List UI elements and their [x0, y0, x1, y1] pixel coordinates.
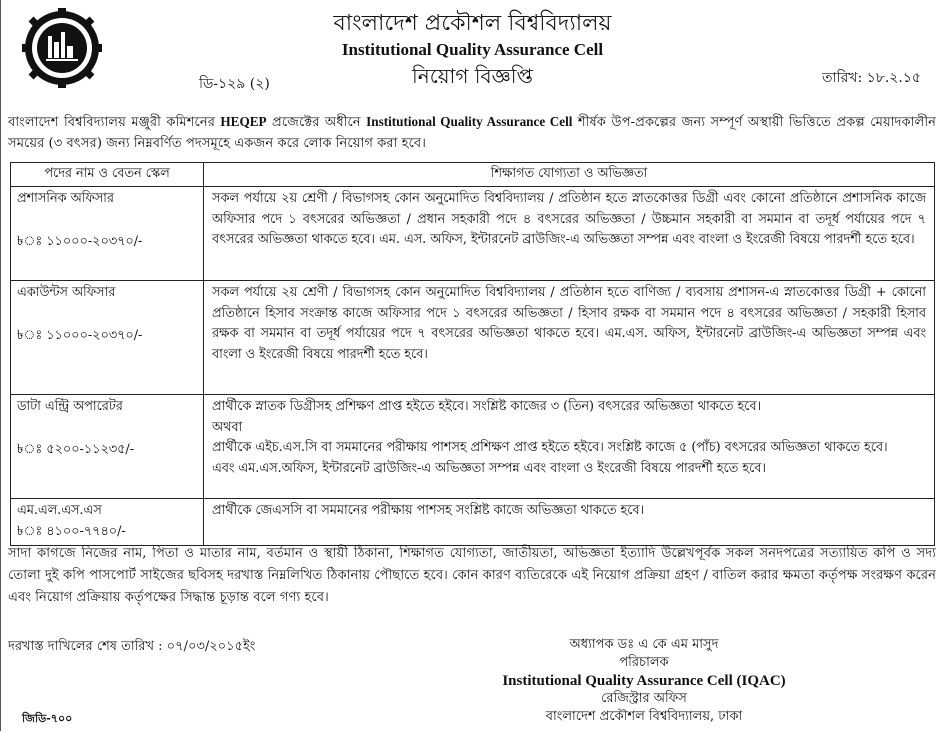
pay-scale: ৳ঃ ৪১০০-৭৭৪০/-: [17, 524, 126, 539]
reference-number: ডি-১২৯ (২): [199, 76, 270, 92]
heqep-text: HEQEP: [220, 114, 267, 129]
iqac-text: Institutional Quality Assurance Cell: [366, 114, 573, 129]
table-row: [11, 395, 935, 499]
pay-scale: ৳ঃ ৫২০০-১১২৩৫/-: [17, 442, 135, 457]
table-row: [11, 281, 935, 395]
footer-code: জিডি-৭০০: [22, 712, 73, 725]
notice-date: তারিখ: ১৮.২.১৫: [822, 70, 921, 86]
column-header-qualification: শিক্ষাগত যোগ্যতা ও অভিজ্ঞতা: [204, 163, 935, 187]
qualification-cell: [204, 187, 935, 281]
application-deadline: দরখাস্ত দাখিলের শেষ তারিখ : ০৭/০৩/২০১৫ইং: [8, 639, 256, 654]
qualification-text: প্রার্থীকে জেএসসি বা সমমানের পরীক্ষায় পাশসহ সংশ্লিষ্ট কাজে অভিজ্ঞতা থাকতে হবে।: [212, 503, 645, 518]
qualification-text: প্রার্থীকে স্নাতক ডিগ্রীসহ প্রশিক্ষণ প্রাপ্ত হইতে হইবে। সংশ্লিষ্ট কাজের ৩ (তিন) বৎসরের অভিজ্ঞতা থাকতে হবে।: [212, 399, 762, 414]
table-row: [11, 187, 935, 281]
qualification-text: সকল পর্যায়ে ২য় শ্রেণী / বিভাগসহ কোন অনুমোদিত বিশ্ববিদ্যালয় / প্রতিষ্ঠান হতে স্নাতকোত্তর ডিগ্রী এবং কোনো প্রতিষ্ঠানে প্রশাসনিক কাজে অফিসার পদে ১ বৎসরের অভিজ্ঞতা / প্রধান সহকারী পদে ৪ বৎসরের অভিজ্ঞতা / উচ্চমান সহকারী বা সমমান বা তদূর্ধ পর্যায়ের পদে ৭ বৎসরের অভিজ্ঞতা থাকতে হবে। এম. এস. অফিস, ইন্টারনেট ব্রাউজিং-এ অভিজ্ঞতা সম্পন্ন এবং বাংলা ও ইংরেজী বিষয়ে পারদর্শী হতে হবে।: [212, 191, 926, 247]
position-cell: [11, 499, 204, 546]
registrar-office: রেজিস্ট্রার অফিস: [601, 691, 687, 706]
pay-scale: ৳ঃ ১১০০০-২০৩৭০/-: [17, 328, 143, 343]
position-cell: [11, 281, 204, 395]
qualification-cell: [204, 281, 935, 395]
qualification-text: সকল পর্যায়ে ২য় শ্রেণী / বিভাগসহ কোন অনুমোদিত বিশ্ববিদ্যালয় / প্রতিষ্ঠান হতে বাণিজ্য / ব্যবসায় প্রশাসন-এ স্নাতকোত্তর ডিগ্রী + কোনো প্রতিষ্ঠানে হিসাব সংক্রান্ত কাজে অফিসার পদে ১ বৎসরের অভিজ্ঞতা / হিসাব রক্ষক বা সমমান পদে ৪ বৎসরের অভিজ্ঞতা / সহকারী হিসাব রক্ষক বা সমমান বা তদূর্ধ পর্যায়ের পদে ৭ বৎসরের অভিজ্ঞতা থাকতে হবে। এম.এস. অফিস, ইন্টারনেট ব্রাউজিং-এ অভিজ্ঞতা সম্পন্ন এবং বাংলা ও ইংরেজী বিষয়ে পারদর্শী হতে হবে।: [212, 285, 926, 362]
qualification-or: অথবা: [212, 419, 243, 435]
qualification-text: প্রার্থীকে এইচ.এস.সি বা সমমানের পরীক্ষায় পাশসহ প্রশিক্ষণ প্রাপ্ত হইতে হইবে। সংশ্লিষ্ট কাজে ৫ (পাঁচ) বৎসরের অভিজ্ঞতা থাকতে হবে।: [212, 440, 888, 455]
positions-table: [10, 162, 935, 546]
application-instructions: সাদা কাগজে নিজের নাম, পিতা ও মাতার নাম, বর্তমান ও স্থায়ী ঠিকানা, শিক্ষাগত যোগ্যতা, জাতীয়তা, অভিজ্ঞতা ইত্যাদি উল্লেখপূর্বক সকল সনদপত্রের সত্যায়িত কপি ও সদ্য তোলা দুই কপি পাসপোর্ট সাইজের ছবিসহ দরখাস্ত নিম্নলিখিত ঠিকানায় পৌছাতে হবে। কোন কারণ ব্যতিরেকে এই নিয়োগ প্রক্রিয়া গ্রহণ / বাতিল করার ক্ষমতা কর্তৃপক্ষ সংরক্ষণ করেন এবং নিয়োগ প্রক্রিয়ায় কর্তৃপক্ষের সিদ্ধান্ত চূড়ান্ত বলে গণ্য হবে।: [8, 546, 936, 605]
qualification-text: এবং এম.এস.অফিস, ইন্টারনেট ব্রাউজিং-এ অভিজ্ঞতা সম্পন্ন এবং বাংলা ও ইংরেজী বিষয়ে পারদর্শী হতে হবে।: [212, 460, 766, 476]
table-row: [11, 499, 935, 546]
position-title: প্রশাসনিক অফিসার: [17, 191, 114, 206]
cell-name: Institutional Quality Assurance Cell: [341, 40, 604, 59]
position-title: এম.এল.এস.এস: [17, 503, 102, 518]
pay-scale: ৳ঃ ১১০০০-২০৩৭০/-: [17, 234, 143, 249]
qualification-cell: [204, 499, 935, 546]
university-name: বাংলাদেশ প্রকৌশল বিশ্ববিদ্যালয়: [333, 11, 612, 36]
position-cell: [11, 395, 204, 499]
signatory-designation: পরিচালক: [619, 655, 669, 670]
signatory-name: অধ্যাপক ডঃ এ কে এম মাসুদ: [569, 637, 719, 652]
office-address: বাংলাদেশ প্রকৌশল বিশ্ববিদ্যালয়, ঢাকা: [545, 709, 743, 724]
position-title: ডাটা এন্ট্রি অপারেটর: [17, 399, 123, 414]
signatory-office: Institutional Quality Assurance Cell (IQAC): [502, 673, 786, 689]
qualification-cell: [204, 395, 935, 499]
signature-block: [474, 636, 814, 726]
position-title: একাউন্টস অফিসার: [17, 285, 116, 300]
column-header-position: পদের নাম ও বেতন স্কেল: [11, 163, 204, 187]
position-cell: [11, 187, 204, 281]
notice-title: নিয়োগ বিজ্ঞপ্তি: [412, 64, 533, 88]
intro-paragraph: বাংলাদেশ বিশ্ববিদ্যালয় মঞ্জুরী কমিশনের HEQEP প্রজেক্টের অধীনে Institutional Quality Assurance Cell শীর্ষক উপ-প্রকল্পের জন্য সম্পূর্ণ অস্থায়ী ভিত্তিতে প্রকল্প মেয়াদকালীন সময়ের (৩ বৎসর) জন্য নিম্নবর্ণিত পদসমূহে একজন করে লোক নিয়োগ করা হবে।: [8, 114, 936, 151]
